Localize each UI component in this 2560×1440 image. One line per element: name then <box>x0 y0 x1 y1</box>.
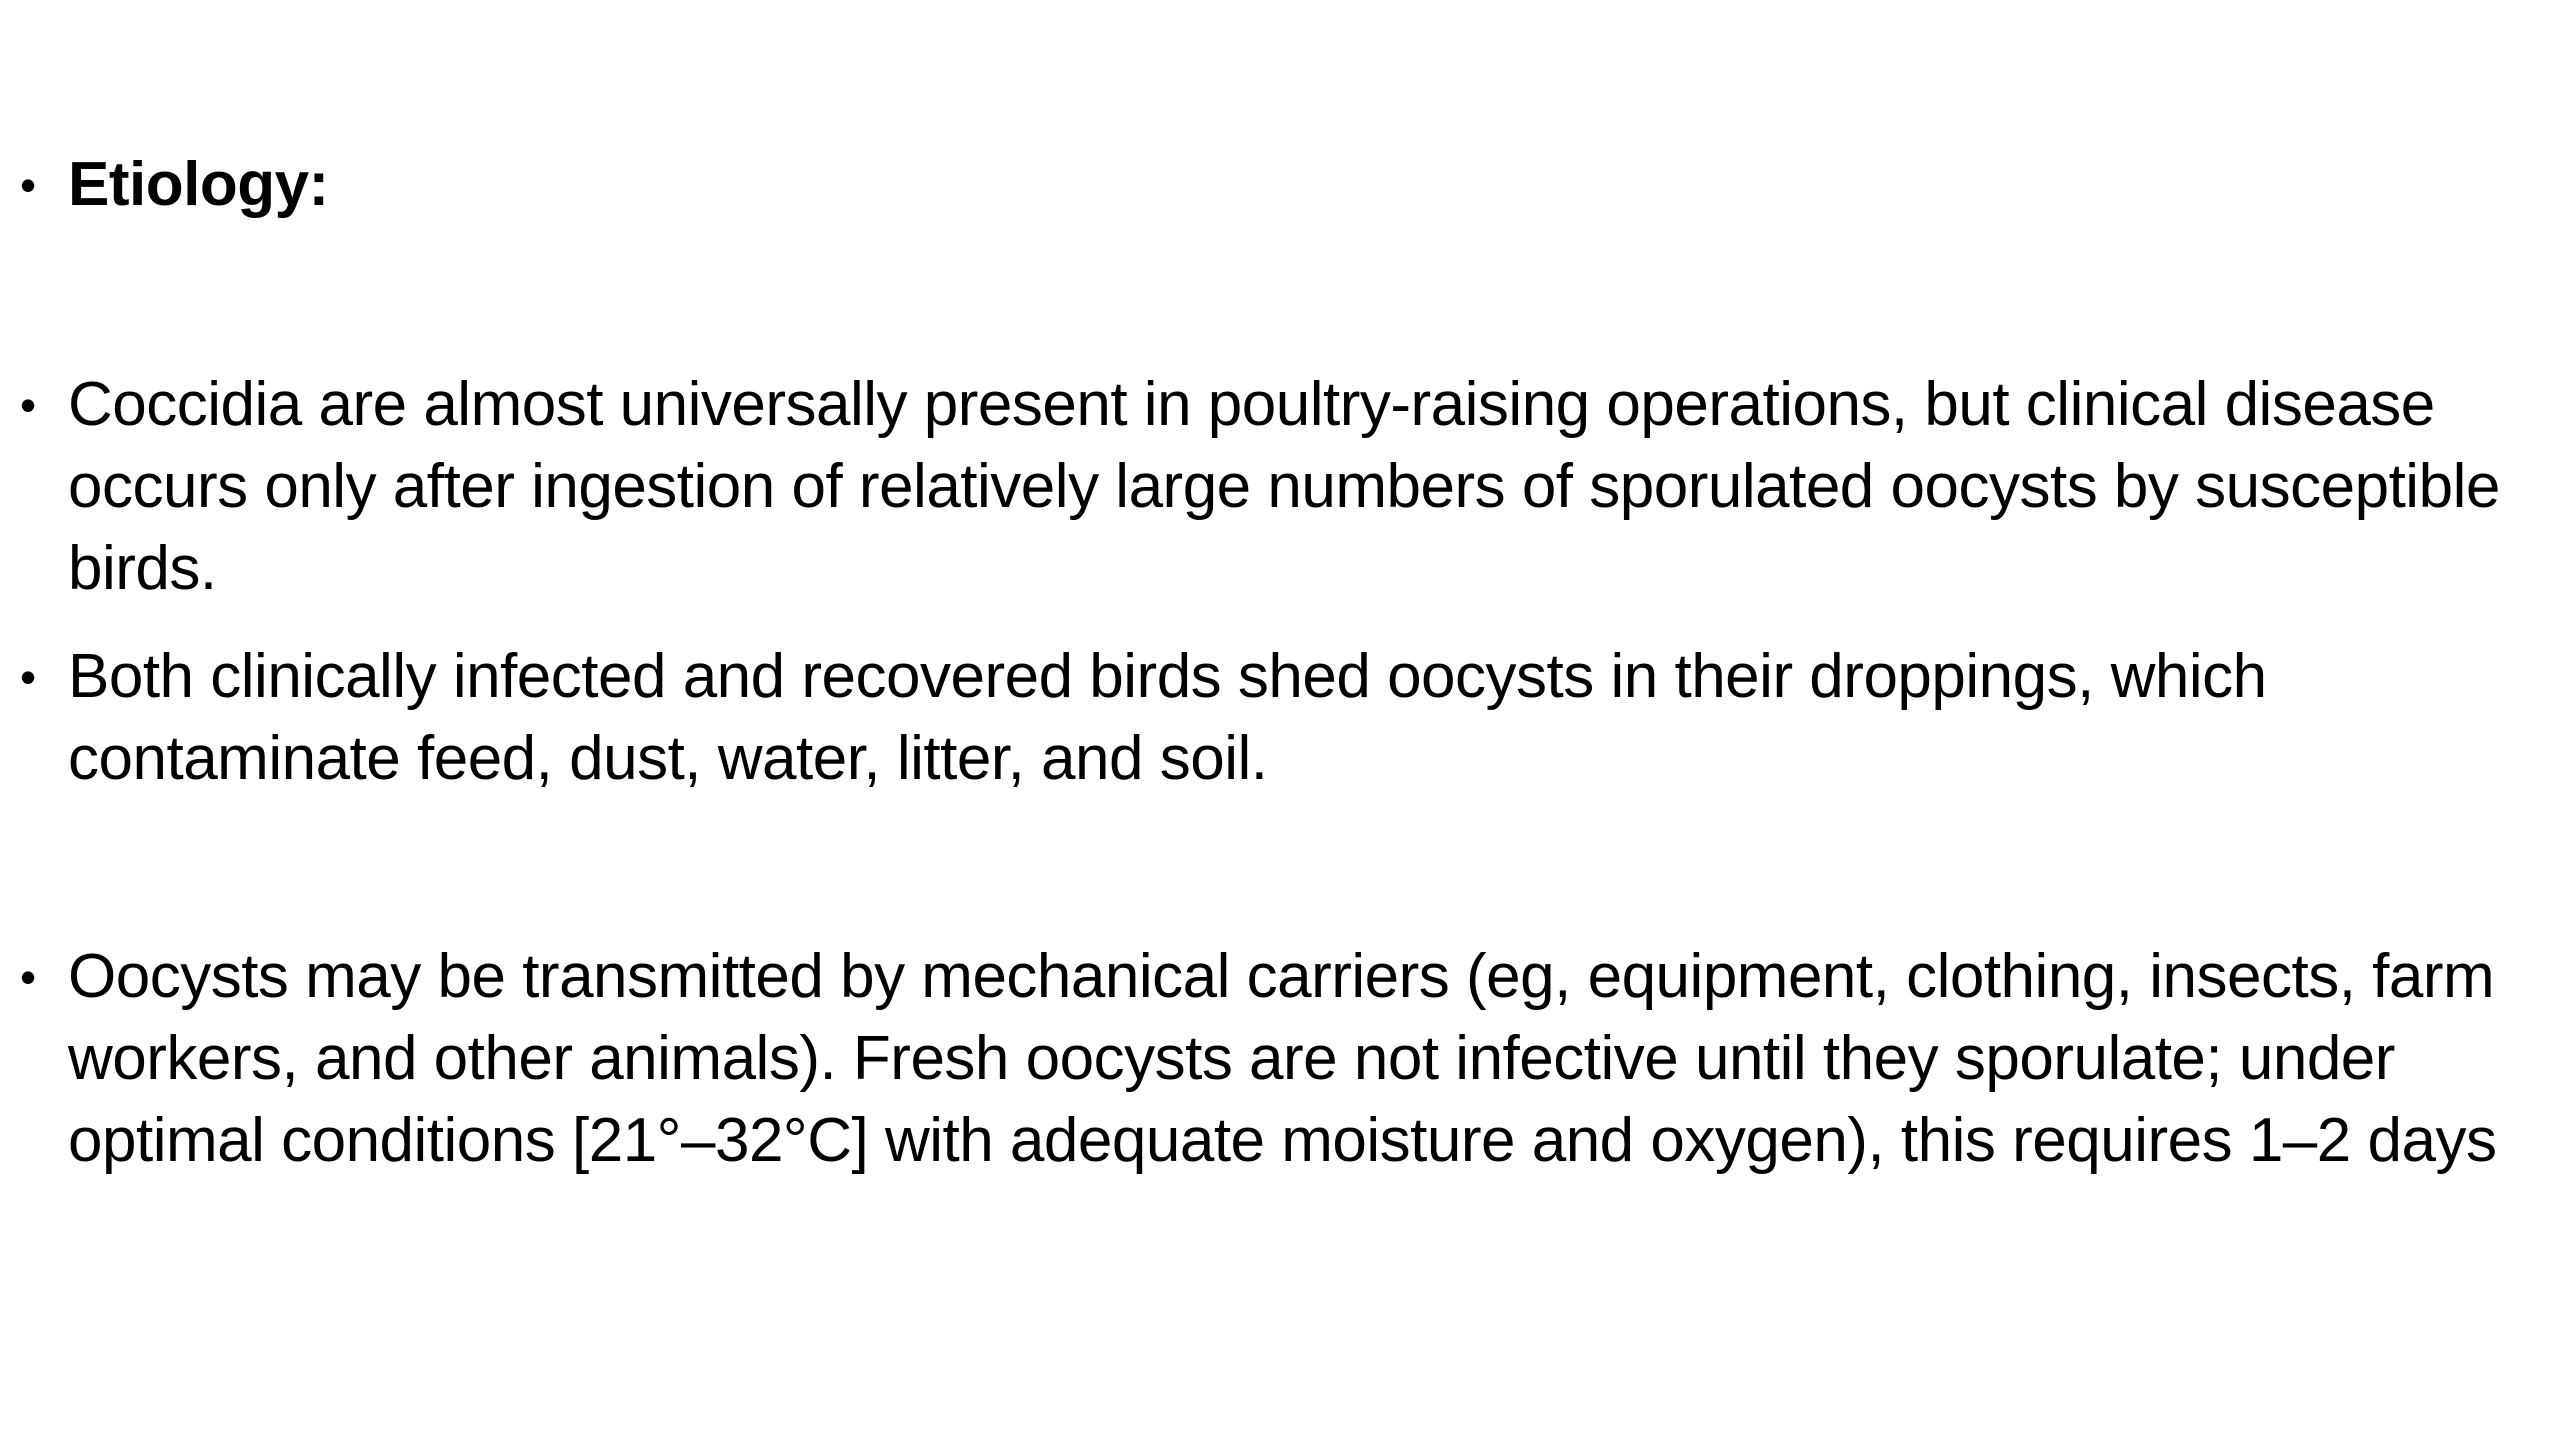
bullet-text: Etiology: <box>68 150 329 219</box>
bullet-dot: • <box>20 651 37 703</box>
bullet-etiology-heading <box>20 144 2500 226</box>
bullet-oocyst-shedding <box>20 636 2500 800</box>
bullet-text: Coccidia are almost universally present in poultry-raising operations, but clinical disease occurs only after ingestion of relatively large numbers of sporulated oocysts by susceptible birds. <box>68 370 2500 603</box>
bullet-coccidia-presence <box>20 364 2500 610</box>
bullet-dot: • <box>20 951 37 1003</box>
bullet-dot: • <box>20 159 37 211</box>
bullet-transmission-sporulation <box>20 936 2500 1182</box>
bullet-text: Oocysts may be transmitted by mechanical carriers (eg, equipment, clothing, insects, farm workers, and other animals). Fresh oocysts are not infective until they sporulate; under optimal conditions [21°–32°C] with adequate moisture and oxygen), this requires 1–2 days <box>68 942 2497 1175</box>
bullet-dot: • <box>20 379 37 431</box>
bullet-text: Both clinically infected and recovered birds shed oocysts in their droppings, which contaminate feed, dust, water, litter, and soil. <box>68 642 2267 793</box>
